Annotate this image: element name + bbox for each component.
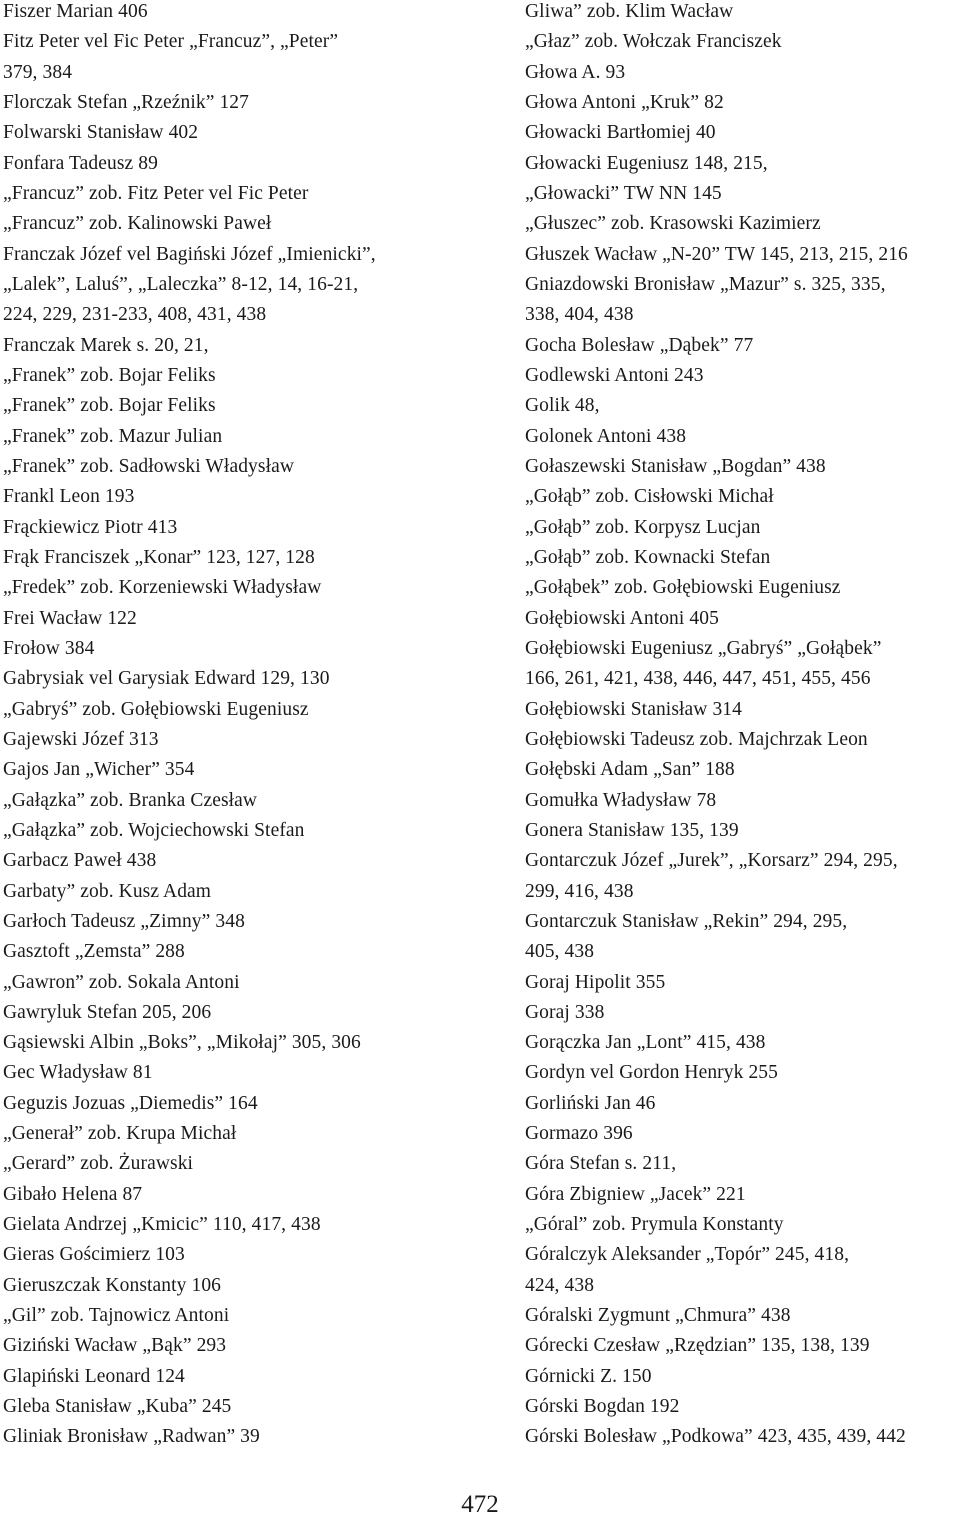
index-entry: Golonek Antoni 438 (525, 425, 687, 447)
index-entry: Gołębiowski Tadeusz zob. Majchrzak Leon (525, 728, 868, 750)
index-entry: Gontarczuk Stanisław „Rekin” 294, 295, (525, 910, 848, 932)
index-entry: „Franek” zob. Mazur Julian (3, 425, 223, 447)
index-entry: Góra Zbigniew „Jacek” 221 (525, 1183, 746, 1205)
index-entry: „Góral” zob. Prymula Konstanty (525, 1214, 784, 1236)
index-entry: Gormazo 396 (525, 1123, 633, 1145)
index-entry: Fiszer Marian 406 (3, 1, 148, 22)
index-entry: „Generał” zob. Krupa Michał (3, 1123, 237, 1145)
index-entry: Fitz Peter vel Fic Peter „Francuz”, „Peter” (3, 31, 339, 53)
index-entry: „Gołąb” zob. Korpysz Lucjan (525, 516, 761, 538)
index-entry: „Głuszec” zob. Krasowski Kazimierz (525, 213, 821, 235)
index-entry: „Francuz” zob. Fitz Peter vel Fic Peter (3, 182, 309, 204)
index-entry: „Franek” zob. Bojar Feliks (3, 395, 216, 417)
index-entry: Goraj Hipolit 355 (525, 971, 666, 993)
index-entry: Gonera Stanisław 135, 139 (525, 819, 739, 841)
index-entry: „Gałązka” zob. Wojciechowski Stefan (3, 819, 305, 841)
index-entry: „Gołąbek” zob. Gołębiowski Eugeniusz (525, 577, 841, 599)
index-entry: Gajos Jan „Wicher” 354 (3, 759, 195, 781)
index-entry: Głowacki Bartłomiej 40 (525, 122, 716, 144)
index-entry: Gawryluk Stefan 205, 206 (3, 1001, 212, 1023)
index-entry: Gliniak Bronisław „Radwan” 39 (3, 1426, 260, 1448)
index-entry: Górski Bogdan 192 (525, 1396, 680, 1418)
index-entry: „Gołąb” zob. Cisłowski Michał (525, 486, 774, 508)
index-entry: Gołębiowski Antoni 405 (525, 607, 719, 629)
index-entry: Glapiński Leonard 124 (3, 1365, 185, 1387)
index-entry: Frołow 384 (3, 637, 95, 659)
index-entry: Głuszek Wacław „N-20” TW 145, 213, 215, 216 (525, 243, 908, 265)
index-entry: „Gawron” zob. Sokala Antoni (3, 971, 240, 993)
index-entry: Gołębiowski Stanisław 314 (525, 698, 742, 720)
index-entry: Geguzis Jozuas „Diemedis” 164 (3, 1092, 258, 1114)
index-entry: 166, 261, 421, 438, 446, 447, 451, 455, 456 (525, 668, 871, 690)
index-entry: Góralczyk Aleksander „Topór” 245, 418, (525, 1244, 850, 1266)
page-number: 472 (461, 1491, 499, 1518)
index-entry: Góra Stefan s. 211, (525, 1153, 677, 1175)
index-entry: Gielata Andrzej „Kmicic” 110, 417, 438 (3, 1214, 321, 1236)
index-entry: „Gabryś” zob. Gołębiowski Eugeniusz (3, 698, 309, 720)
index-entry: Gąsiewski Albin „Boks”, „Mikołaj” 305, 306 (3, 1032, 361, 1054)
index-entry: Garłoch Tadeusz „Zimny” 348 (3, 910, 245, 932)
index-entry: Gec Władysław 81 (3, 1062, 153, 1084)
index-entry: „Głowacki” TW NN 145 (525, 182, 722, 204)
index-entry: 299, 416, 438 (525, 880, 634, 902)
index-entry: Gołębiowski Eugeniusz „Gabryś” „Gołąbek” (525, 637, 882, 659)
index-entry: Frei Wacław 122 (3, 607, 137, 629)
index-entry: Gocha Bolesław „Dąbek” 77 (525, 334, 754, 356)
index-entry: Gieras Gościmierz 103 (3, 1244, 185, 1266)
index-entry: Frąckiewicz Piotr 413 (3, 516, 178, 538)
index-entry: Goraj 338 (525, 1001, 605, 1023)
index-entry: Gołaszewski Stanisław „Bogdan” 438 (525, 455, 826, 477)
index-entry: Garbaty” zob. Kusz Adam (3, 880, 212, 902)
index-entry: Gomułka Władysław 78 (525, 789, 717, 811)
index-entry: „Gerard” zob. Żurawski (3, 1153, 194, 1175)
index-entry: „Lalek”, Laluś”, „Laleczka” 8-12, 14, 16-21, (3, 273, 359, 295)
index-entry: 424, 438 (525, 1274, 595, 1296)
index-entry: Gniazdowski Bronisław „Mazur” s. 325, 335, (525, 273, 886, 295)
index-entry: „Głaz” zob. Wołczak Franciszek (525, 31, 782, 53)
index-entry: Gabrysiak vel Garysiak Edward 129, 130 (3, 668, 330, 690)
index-entry: Gorączka Jan „Lont” 415, 438 (525, 1032, 766, 1054)
index-column-left (3, 0, 503, 1456)
index-entry: „Franek” zob. Bojar Feliks (3, 364, 216, 386)
index-entry: 405, 438 (525, 941, 595, 963)
index-entry: Folwarski Stanisław 402 (3, 122, 199, 144)
index-entry: Golik 48, (525, 395, 600, 417)
index-entry: Franczak Józef vel Bagiński Józef „Imienicki”, (3, 243, 376, 265)
index-entry: „Franek” zob. Sadłowski Władysław (3, 455, 295, 477)
index-entry: Gibało Helena 87 (3, 1183, 143, 1205)
index-entry: Gasztoft „Zemsta” 288 (3, 941, 185, 963)
index-entry: Florczak Stefan „Rzeźnik” 127 (3, 91, 250, 113)
index-entry: „Gołąb” zob. Kownacki Stefan (525, 546, 771, 568)
index-column-right (525, 0, 960, 1456)
index-entry: 379, 384 (3, 61, 73, 83)
index-entry: Garbacz Paweł 438 (3, 850, 157, 872)
index-entry: Gleba Stanisław „Kuba” 245 (3, 1396, 232, 1418)
index-entry: „Francuz” zob. Kalinowski Paweł (3, 213, 272, 235)
index-entry: Frąk Franciszek „Konar” 123, 127, 128 (3, 546, 315, 568)
index-entry: „Fredek” zob. Korzeniewski Władysław (3, 577, 322, 599)
index-entry: Gorliński Jan 46 (525, 1092, 656, 1114)
index-entry: „Gałązka” zob. Branka Czesław (3, 789, 258, 811)
index-entry: Głowa Antoni „Kruk” 82 (525, 91, 724, 113)
index-entry: Góralski Zygmunt „Chmura” 438 (525, 1305, 791, 1327)
index-entry: Gieruszczak Konstanty 106 (3, 1274, 222, 1296)
index-entry: Giziński Wacław „Bąk” 293 (3, 1335, 227, 1357)
index-entry: Frankl Leon 193 (3, 486, 135, 508)
index-entry: Górnicki Z. 150 (525, 1365, 652, 1387)
index-entry: Głowa A. 93 (525, 61, 626, 83)
index-entry: 338, 404, 438 (525, 304, 634, 326)
index-entry: Godlewski Antoni 243 (525, 364, 704, 386)
index-entry: Górecki Czesław „Rzędzian” 135, 138, 139 (525, 1335, 870, 1357)
index-entry: Gołębski Adam „San” 188 (525, 759, 735, 781)
index-entry: Gontarczuk Józef „Jurek”, „Korsarz” 294, 295, (525, 850, 898, 872)
index-entry: Gajewski Józef 313 (3, 728, 159, 750)
index-entry: Gordyn vel Gordon Henryk 255 (525, 1062, 779, 1084)
index-entry: Franczak Marek s. 20, 21, (3, 334, 209, 356)
index-entry: „Gil” zob. Tajnowicz Antoni (3, 1305, 230, 1327)
index-entry: Fonfara Tadeusz 89 (3, 152, 158, 174)
index-entry: Górski Bolesław „Podkowa” 423, 435, 439, 442 (525, 1426, 906, 1448)
index-entry: Głowacki Eugeniusz 148, 215, (525, 152, 768, 174)
index-entry: Gliwa” zob. Klim Wacław (525, 1, 734, 22)
index-entry: 224, 229, 231-233, 408, 431, 438 (3, 304, 267, 326)
